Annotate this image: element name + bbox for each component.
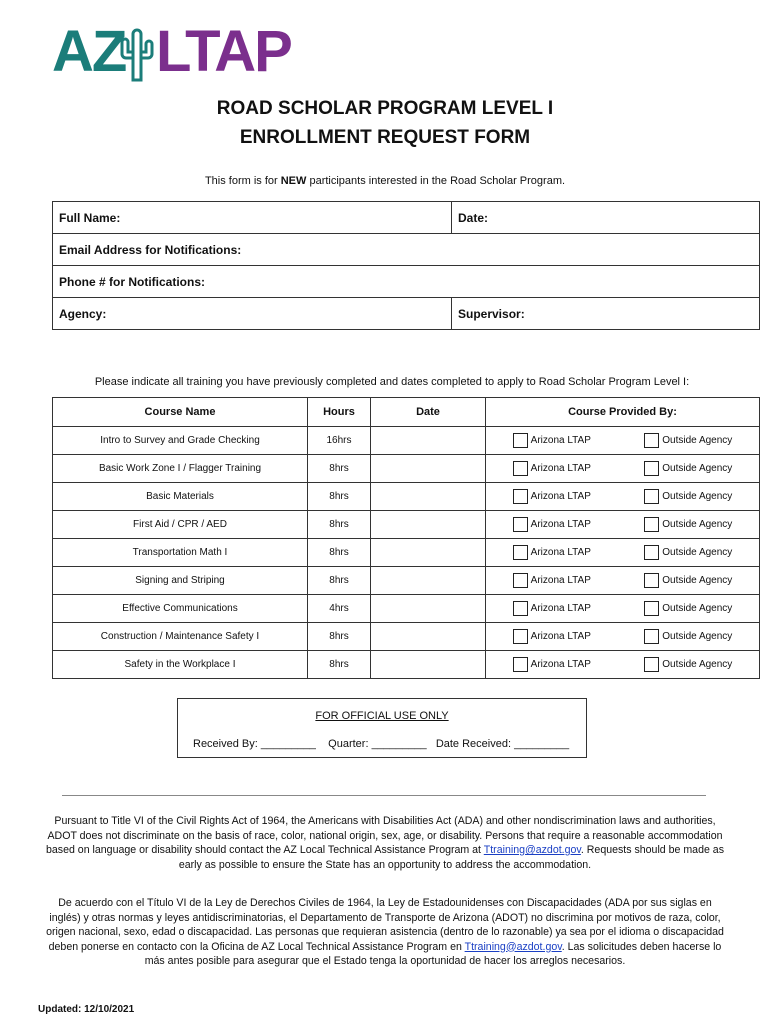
email-link[interactable]: Ttraining@azdot.gov (483, 844, 581, 856)
checkbox-outside-agency[interactable] (644, 517, 659, 532)
course-name: Intro to Survey and Grade Checking (53, 427, 308, 455)
checkbox-arizona-ltap[interactable] (513, 601, 528, 616)
checkbox-outside-agency[interactable] (644, 629, 659, 644)
option-arizona-ltap[interactable]: Arizona LTAP (513, 433, 591, 448)
option-arizona-ltap[interactable]: Arizona LTAP (513, 545, 591, 560)
checkbox-arizona-ltap[interactable] (513, 489, 528, 504)
header-provider: Course Provided By: (486, 398, 760, 427)
agency-field[interactable]: Agency: (53, 298, 452, 330)
checkbox-outside-agency[interactable] (644, 601, 659, 616)
option-arizona-ltap[interactable]: Arizona LTAP (513, 461, 591, 476)
option-arizona-ltap[interactable]: Arizona LTAP (513, 489, 591, 504)
course-row (53, 427, 760, 455)
course-name: Signing and Striping (53, 567, 308, 595)
email-link-es[interactable]: Ttraining@azdot.gov (464, 940, 562, 953)
official-use-heading: FOR OFFICIAL USE ONLY (315, 710, 449, 722)
course-row (53, 567, 760, 595)
checkbox-arizona-ltap[interactable] (513, 657, 528, 672)
course-date-input[interactable] (371, 567, 486, 595)
option-arizona-ltap[interactable]: Arizona LTAP (513, 629, 591, 644)
course-provider (486, 427, 760, 455)
divider (62, 795, 706, 796)
header-hours: Hours (308, 398, 371, 427)
course-name: First Aid / CPR / AED (53, 511, 308, 539)
option-outside-agency[interactable]: Outside Agency (644, 657, 732, 672)
course-provider (486, 539, 760, 567)
option-arizona-ltap[interactable]: Arizona LTAP (513, 601, 591, 616)
course-date-input[interactable] (371, 483, 486, 511)
option-arizona-ltap[interactable]: Arizona LTAP (513, 573, 591, 588)
checkbox-arizona-ltap[interactable] (513, 461, 528, 476)
updated-date: Updated: 12/10/2021 (38, 1004, 135, 1015)
course-date-input[interactable] (371, 651, 486, 679)
checkbox-arizona-ltap[interactable] (513, 433, 528, 448)
phone-field[interactable]: Phone # for Notifications: (53, 266, 760, 298)
course-row (53, 539, 760, 567)
option-outside-agency[interactable]: Outside Agency (644, 517, 732, 532)
participant-info-table (52, 201, 760, 330)
option-arizona-ltap[interactable]: Arizona LTAP (513, 657, 591, 672)
course-provider (486, 651, 760, 679)
date-field[interactable]: Date: (452, 202, 760, 234)
course-date-input[interactable] (371, 623, 486, 651)
course-hours: 8hrs (308, 651, 371, 679)
course-provider (486, 595, 760, 623)
quarter-field: Quarter: _________ (328, 738, 427, 750)
form-title-line1: ROAD SCHOLAR PROGRAM LEVEL I (216, 98, 554, 119)
course-name: Construction / Maintenance Safety I (53, 623, 308, 651)
course-row (53, 483, 760, 511)
course-name: Effective Communications (53, 595, 308, 623)
training-instruction: Please indicate all training you have previously completed and dates completed to apply to Road Scholar Program Level I: (94, 376, 690, 388)
option-outside-agency[interactable]: Outside Agency (644, 461, 732, 476)
course-hours: 4hrs (308, 595, 371, 623)
course-hours: 8hrs (308, 455, 371, 483)
checkbox-arizona-ltap[interactable] (513, 545, 528, 560)
logo-az-text: AZ (52, 19, 126, 84)
checkbox-outside-agency[interactable] (644, 657, 659, 672)
option-arizona-ltap[interactable]: Arizona LTAP (513, 517, 591, 532)
course-row (53, 651, 760, 679)
course-name: Transportation Math I (53, 539, 308, 567)
option-outside-agency[interactable]: Outside Agency (644, 489, 732, 504)
official-use-row (193, 738, 569, 750)
form-subtitle: This form is for NEW participants interested in the Road Scholar Program. (204, 175, 566, 187)
supervisor-field[interactable]: Supervisor: (452, 298, 760, 330)
option-outside-agency[interactable]: Outside Agency (644, 629, 732, 644)
logo-ltap-text: LTAP (156, 19, 291, 84)
course-row (53, 511, 760, 539)
course-provider (486, 483, 760, 511)
course-date-input[interactable] (371, 595, 486, 623)
course-date-input[interactable] (371, 427, 486, 455)
received-by-field: Received By: _________ (193, 738, 316, 750)
checkbox-arizona-ltap[interactable] (513, 517, 528, 532)
course-provider (486, 455, 760, 483)
full-name-field[interactable]: Full Name: (53, 202, 452, 234)
course-hours: 8hrs (308, 567, 371, 595)
email-field[interactable]: Email Address for Notifications: (53, 234, 760, 266)
checkbox-outside-agency[interactable] (644, 433, 659, 448)
checkbox-outside-agency[interactable] (644, 489, 659, 504)
course-hours: 8hrs (308, 511, 371, 539)
checkbox-outside-agency[interactable] (644, 545, 659, 560)
form-title-line2: ENROLLMENT REQUEST FORM (239, 127, 531, 148)
course-date-input[interactable] (371, 539, 486, 567)
notice-english: Pursuant to Title VI of the Civil Rights Act of 1964, the Americans with Disabilities Act (ADA) and other nondiscrimination laws and authorities, ADOT does not discriminate on the basis of race, color, national origin, sex, age, or disability. Persons that require a reasonable accommodation based on language or disability should contact the AZ Local Technical Assistance Program at Ttraining@azdot.gov. Requests should be made as early as possible to ensure the State has an opportunity to address the accommodation. (46, 815, 724, 871)
course-hours: 8hrs (308, 483, 371, 511)
course-provider (486, 511, 760, 539)
option-outside-agency[interactable]: Outside Agency (644, 601, 732, 616)
header-date: Date (371, 398, 486, 427)
course-row (53, 623, 760, 651)
course-date-input[interactable] (371, 455, 486, 483)
checkbox-arizona-ltap[interactable] (513, 573, 528, 588)
course-hours: 16hrs (308, 427, 371, 455)
option-outside-agency[interactable]: Outside Agency (644, 545, 732, 560)
course-row (53, 455, 760, 483)
date-received-field: Date Received: _________ (435, 738, 570, 750)
checkbox-arizona-ltap[interactable] (513, 629, 528, 644)
cactus-icon (116, 26, 156, 82)
course-hours: 8hrs (308, 623, 371, 651)
course-provider (486, 567, 760, 595)
course-date-input[interactable] (371, 511, 486, 539)
course-row (53, 595, 760, 623)
checkbox-outside-agency[interactable] (644, 461, 659, 476)
option-outside-agency[interactable]: Outside Agency (644, 573, 732, 588)
course-provider (486, 623, 760, 651)
course-hours: 8hrs (308, 539, 371, 567)
header-course-name: Course Name (53, 398, 308, 427)
official-use-box (177, 698, 587, 758)
courses-table (52, 397, 760, 679)
course-name: Safety in the Workplace I (53, 651, 308, 679)
option-outside-agency[interactable]: Outside Agency (644, 433, 732, 448)
course-name: Basic Materials (53, 483, 308, 511)
notice-spanish: De acuerdo con el Título VI de la Ley de Derechos Civiles de 1964, la Ley de Estadounidenses con Discapacidades (ADA por sus siglas en inglés) y otras normas y leyes antidiscriminatorias, el Departamento de Transporte de Arizona (ADOT) no discrimina por motivos de raza, color, origen nacional, sexo, edad o discapacidad. Las personas que requieran asistencia (dentro de lo razonable) ya sea por el idioma o discapacidad deben ponerse en contacto con la Oficina de AZ Local Technical Assistance Program en Ttraining@azdot.gov. Las solicitudes deben hacerse lo más antes posible para asegurar que el Estado tenga la oportunidad de hacer los arreglos necesarios. (46, 897, 724, 967)
course-name: Basic Work Zone I / Flagger Training (53, 455, 308, 483)
checkbox-outside-agency[interactable] (644, 573, 659, 588)
